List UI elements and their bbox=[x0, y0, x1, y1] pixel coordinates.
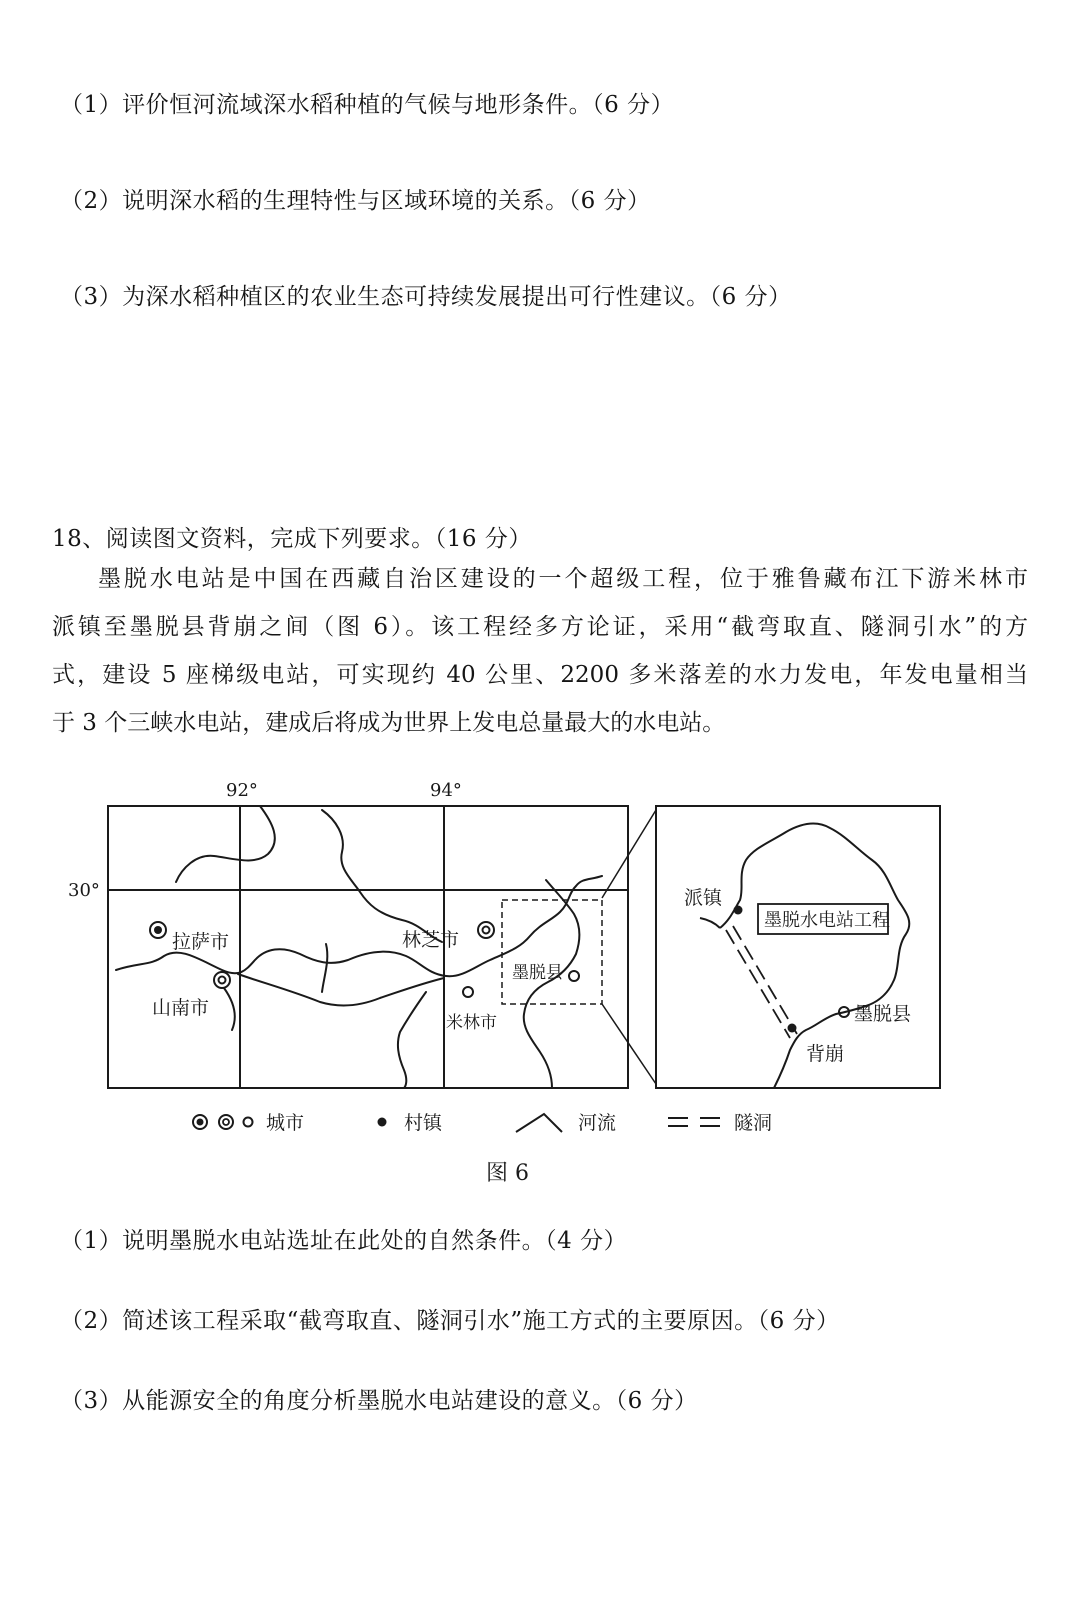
legend-tunnel-label: 隧洞 bbox=[734, 1112, 773, 1134]
shannan-city-symbol bbox=[214, 972, 230, 988]
legend-city-icon-1-dot bbox=[197, 1119, 204, 1126]
label-paizhen: 派镇 bbox=[684, 887, 723, 909]
river-minor-tributary bbox=[322, 944, 327, 992]
question-top-1: （1）评价恒河流域深水稻种植的气候与地形条件。（6 分） bbox=[60, 92, 675, 118]
passage-line-2: 派镇至墨脱县背崩之间（图 6）。该工程经多方论证，采用“截弯取直、隧洞引水”的方 bbox=[52, 614, 1028, 640]
label-94-degree: 94° bbox=[430, 780, 462, 801]
legend-city-icon-2 bbox=[219, 1115, 233, 1129]
river-south-tributary bbox=[238, 974, 444, 1005]
legend-city-icon-3 bbox=[244, 1118, 253, 1127]
legend-town-label: 村镇 bbox=[404, 1112, 443, 1134]
legend-river-label: 河流 bbox=[578, 1112, 617, 1134]
study-area-box bbox=[502, 900, 602, 1004]
label-nyingchi: 林芝市 bbox=[402, 929, 460, 951]
river-south-tributary-2 bbox=[398, 992, 426, 1088]
question-top-2: （2）说明深水稻的生理特性与区域环境的关系。（6 分） bbox=[60, 188, 651, 214]
passage-line-1: 墨脱水电站是中国在西藏自治区建设的一个超级工程，位于雅鲁藏布江下游米林市 bbox=[98, 566, 1028, 592]
passage-line-4: 于 3 个三峡水电站，建成后将成为世界上发电总量最大的水电站。 bbox=[52, 710, 726, 736]
question-18-title: 18、阅读图文资料，完成下列要求。（16 分） bbox=[52, 526, 532, 552]
label-mainling: 米林市 bbox=[446, 1013, 497, 1033]
legend-city-label: 城市 bbox=[266, 1112, 305, 1134]
nyingchi-city-symbol bbox=[478, 922, 494, 938]
map-legend bbox=[193, 1112, 772, 1134]
river-shannan-tributary bbox=[224, 988, 235, 1030]
tunnel-line-a bbox=[726, 930, 790, 1038]
question-18-1: （1）说明墨脱水电站选址在此处的自然条件。（4 分） bbox=[60, 1228, 628, 1254]
label-medog: 墨脱县 bbox=[512, 963, 563, 983]
tunnel-line-b bbox=[733, 926, 797, 1034]
mainling-city-symbol bbox=[463, 987, 473, 997]
paizhen-town-symbol bbox=[734, 906, 743, 915]
passage-line-3: 式，建设 5 座梯级电站，可实现约 40 公里、2200 多米落差的水力发电，年发电量相当 bbox=[52, 662, 1028, 688]
question-18-2: （2）简述该工程采取“截弯取直、隧洞引水”施工方式的主要原因。（6 分） bbox=[60, 1308, 840, 1334]
label-project: 墨脱水电站工程 bbox=[764, 910, 890, 931]
river-north-tributary-1 bbox=[176, 806, 275, 882]
inset-map-frame bbox=[656, 806, 940, 1088]
shannan-city-dot bbox=[219, 977, 226, 984]
question-top-3: （3）为深水稻种植区的农业生态可持续发展提出可行性建议。（6 分） bbox=[60, 284, 792, 310]
question-18-3: （3）从能源安全的角度分析墨脱水电站建设的意义。（6 分） bbox=[60, 1388, 698, 1414]
figure-6-map bbox=[0, 770, 1080, 1210]
river-great-bend bbox=[524, 880, 580, 1088]
medog-city-symbol bbox=[569, 971, 579, 981]
lhasa-city-dot bbox=[154, 926, 162, 934]
nyingchi-city-dot bbox=[483, 927, 490, 934]
label-30-degree: 30° bbox=[68, 880, 100, 901]
label-beibeng: 背崩 bbox=[806, 1043, 845, 1065]
inset-river-upstream bbox=[700, 918, 720, 928]
legend-river-icon bbox=[516, 1114, 562, 1132]
legend-town-icon bbox=[378, 1118, 387, 1127]
label-inset-medog: 墨脱县 bbox=[854, 1003, 912, 1025]
label-shannan: 山南市 bbox=[152, 997, 210, 1019]
label-92-degree: 92° bbox=[226, 780, 258, 801]
figure-caption: 图 6 bbox=[486, 1161, 529, 1186]
river-north-tributary-2 bbox=[322, 810, 442, 942]
beibeng-town-symbol bbox=[788, 1024, 797, 1033]
legend-city-icon-2-inner bbox=[223, 1119, 229, 1125]
label-lhasa: 拉萨市 bbox=[172, 931, 230, 953]
